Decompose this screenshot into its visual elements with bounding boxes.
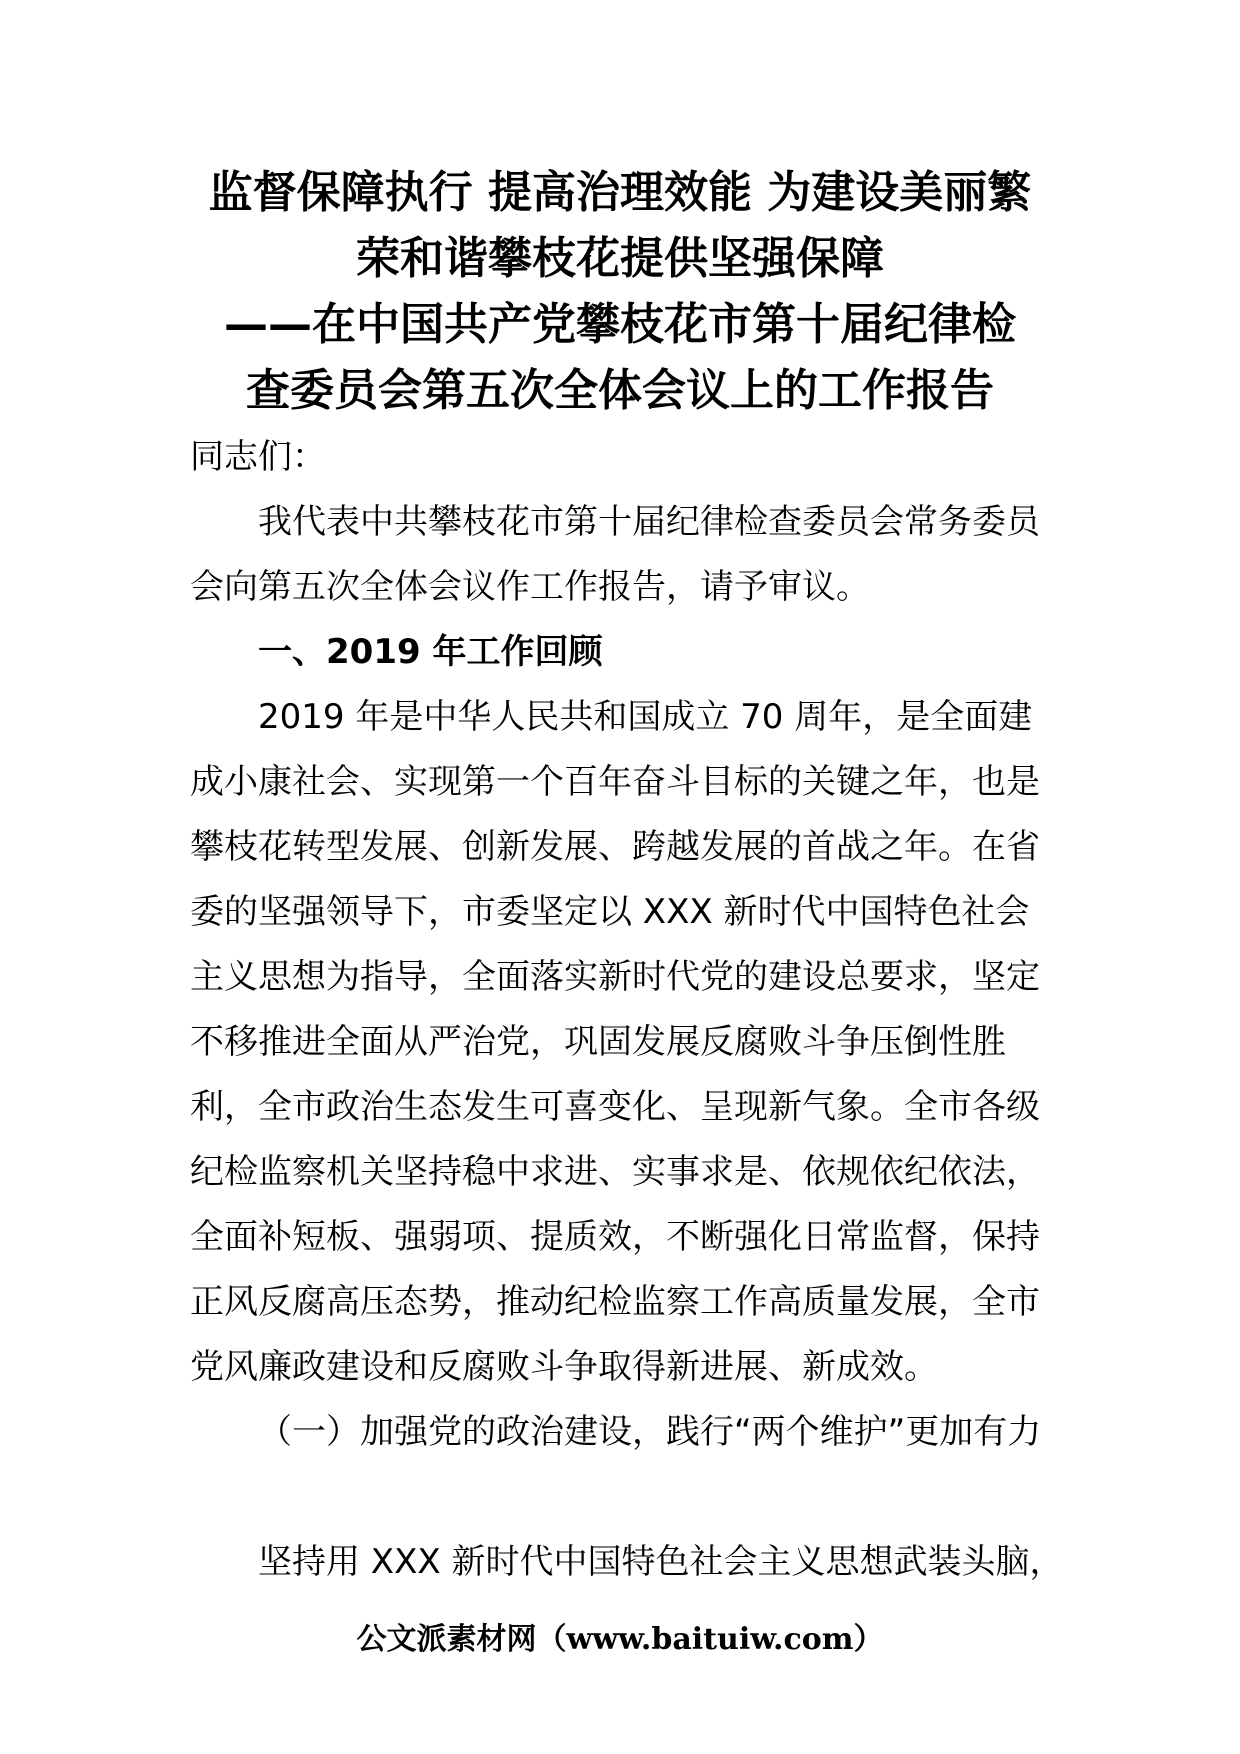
salutation: 同志们： <box>190 437 326 477</box>
paragraph-political: 坚持用 XXX 新时代中国特色社会主义思想武装头脑， <box>258 1542 1064 1582</box>
footer-watermark: 公文派素材网（www.baituiw.com） <box>356 1622 884 1657</box>
title-line-1: 监督保障执行 提高治理效能 为建设美丽繁 <box>208 167 1032 218</box>
title-line-4: 查委员会第五次全体会议上的工作报告 <box>246 365 994 416</box>
paragraph-intro: 我代表中共攀枝花市第十届纪律检查委员会常务委员会向第五次全体会议作工作报告，请予审议。 <box>190 502 1040 607</box>
subsection-heading-political: （一）加强党的政治建设，践行“两个维护”更加有力 <box>258 1412 1042 1452</box>
title-line-3: ——在中国共产党攀枝花市第十届纪律检 <box>224 299 1016 350</box>
title-line-2: 荣和谐攀枝花提供坚强保障 <box>356 233 884 284</box>
section-heading-review: 一、2019 年工作回顾 <box>258 632 603 672</box>
paragraph-review: 2019 年是中华人民共和国成立 70 周年，是全面建成小康社会、实现第一个百年奋斗目标的关键之年，也是攀枝花转型发展、创新发展、跨越发展的首战之年。在省委的坚强领导下，市委坚定以 XXX 新时代中国特色社会主义思想为指导，全面落实新时代党的建设总要求，坚定不移推进全面从严治党，巩固发展反腐败斗争压倒性胜利，全市政治生态发生可喜变化、呈现新气象。全市各级纪检监察机关坚持稳中求进、实事求是、依规依纪依法，全面补短板、强弱项、提质效，不断强化日常监督，保持正风反腐高压态势，推动纪检监察工作高质量发展，全市党风廉政建设和反腐败斗争取得新进展、新成效。 <box>190 697 1040 1387</box>
